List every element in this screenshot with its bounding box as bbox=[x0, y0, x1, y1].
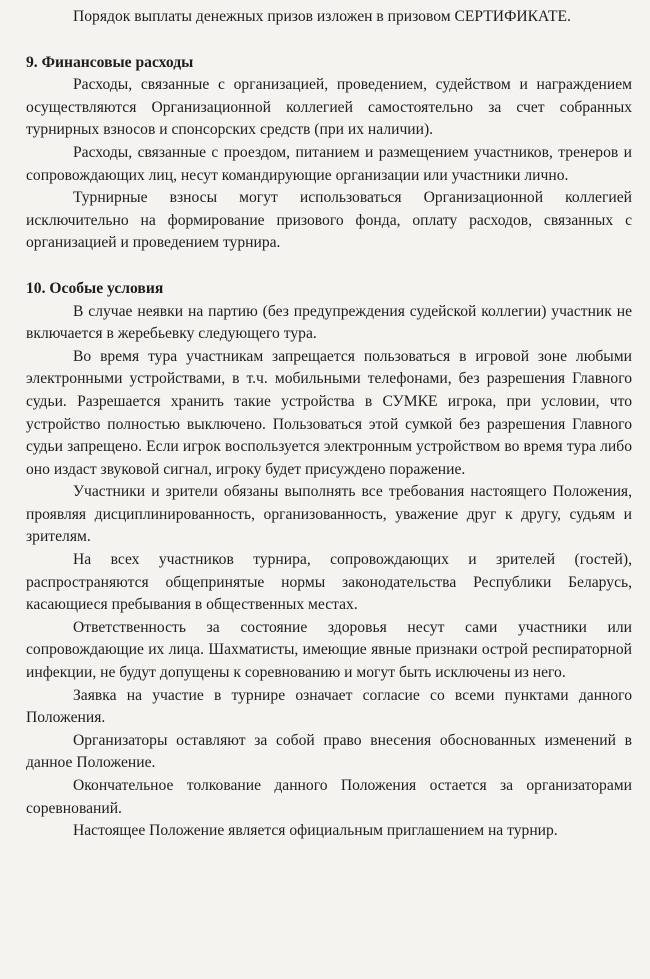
paragraph: Расходы, связанные с проездом, питанием и размещением участников, тренеров и сопровождающих лиц, несут командирующие организации или участники лично. bbox=[26, 143, 632, 184]
paragraph: Организаторы оставляют за собой право внесения обоснованных изменений в данное Положение. bbox=[26, 731, 632, 772]
paragraph: Турнирные взносы могут использоваться Организационной коллегией исключительно на формирование призового фонда, оплату расходов, связанных с организацией и проведением турнира. bbox=[26, 189, 632, 252]
intro-paragraph: Порядок выплаты денежных призов изложен в призовом СЕРТИФИКАТЕ. bbox=[73, 8, 571, 25]
paragraph: Ответственность за состояние здоровья несут сами участники или сопровождающие их лица. Шахматисты, имеющие явные признаки острой респираторной инфекции, не будут допущены к соревнованию и могут быть исключены из него. bbox=[26, 618, 632, 682]
section-spacer bbox=[26, 255, 632, 278]
section-financial-expenses bbox=[26, 52, 632, 255]
section-heading: 10. Особые условия bbox=[26, 279, 164, 297]
section-special-conditions bbox=[26, 278, 632, 843]
paragraph: Во время тура участникам запрещается пользоваться в игровой зоне любыми электронными устройствами, в т.ч. мобильными телефонами, без разрешения Главного судьи. Разрешается хранить такие устройства в СУМКЕ игрока, при условии, что устройство полностью выключено. Пользоваться этой сумкой без разрешения Главного судьи запрещено. Если игрок воспользуется электронным устройством во время тура либо оно издаст звуковой сигнал, игроку будет присуждено поражение. bbox=[26, 347, 632, 478]
section-spacer bbox=[26, 29, 632, 52]
section-heading: 9. Финансовые расходы bbox=[26, 53, 194, 71]
paragraph: Заявка на участие в турнире означает согласие со всеми пунктами данного Положения. bbox=[26, 686, 632, 727]
paragraph: Настоящее Положение является официальным приглашением на турнир. bbox=[73, 822, 558, 840]
paragraph: Окончательное толкование данного Положения остается за организаторами соревнований. bbox=[26, 777, 632, 817]
paragraph: На всех участников турнира, сопровождающих и зрителей (гостей), распространяются общепринятые нормы законодательства Республики Беларусь, касающиеся пребывания в общественных местах. bbox=[26, 551, 632, 614]
paragraph: В случае неявки на партию (без предупреждения судейской коллегии) участник не включается в жеребьевку следующего тура. bbox=[26, 302, 632, 343]
paragraph: Участники и зрители обязаны выполнять все требования настоящего Положения, проявляя дисциплинированность, организованность, уважение друг к другу, судьям и зрителям. bbox=[26, 483, 632, 546]
paragraph: Расходы, связанные с организацией, проведением, судейством и награждением осуществляются Организационной коллегией самостоятельно за счет собранных турнирных взносов и спонсорских средств (при их наличии). bbox=[26, 76, 632, 139]
